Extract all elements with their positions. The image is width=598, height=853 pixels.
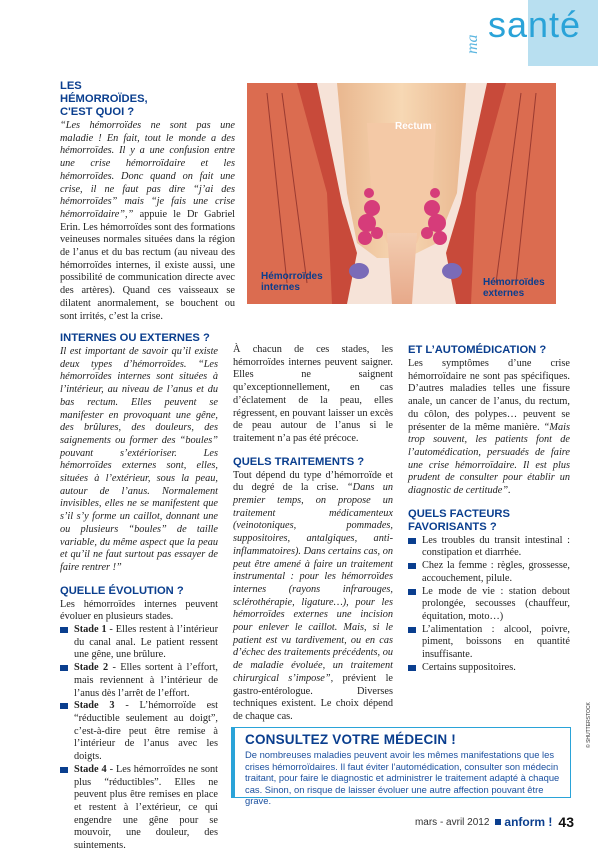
bullet-icon: [408, 627, 416, 633]
magazine-brand: anform !: [504, 815, 553, 829]
bullet-icon: [60, 665, 68, 671]
intro-quote: “Les hémorroïdes ne sont pas une maladie ! En fait, tout le monde a des hémorroïdes. Il y a une confusion entre une crise hémorroïdaire et les hémorroïdes. Donc quand on fait une crise, il ne faut pas dire “j’ai des hémorroïdes” mais “je fais une crise hémorroïdaire”,”: [60, 120, 235, 220]
factor-item: [408, 662, 570, 675]
stage-label: Stade 4: [74, 763, 107, 775]
internes-body: Il est important de savoir qu’il existe deux types d’hémorroïdes. “Les hémorroïdes internes sont situées à l’intérieur, au niveau de l’anus et du bas rectum. Elles peuvent se manifester en provoquant une gêne, des brûlures, des douleurs, des saignements ou former des “boules” pouvant s’extérioriser. Les hémorroïdes externes sont, elles, situées à l’extérieur, sous la peau, autour de l’anus. Normalement invisibles, elles ne se manifestent que s’il s’y forme un caillot, donnant une ou plusieurs “boules” de taille variable, du même aspect que la peau et qu’il ne faut surtout pas essayer de faire rentrer !”: [60, 346, 218, 573]
section-title-internes: INTERNES OU EXTERNES ?: [60, 332, 210, 344]
factor-text: Certains suppositoires.: [422, 661, 516, 673]
stages-paragraph: À chacun de ces stades, les hémorroïdes internes peuvent saigner. Elles ne saignent qu’exceptionnellement, en cas d’éclatement de la peau, elles régressent, en pouvant laisser un excès de peau autour de l’anus si le traitement n’a pas été précoce.: [233, 344, 393, 444]
factor-text: Chez la femme : règles, grossesse, accouchement, pilule.: [422, 560, 570, 584]
section-title-traitements: QUELS TRAITEMENTS ?: [233, 455, 365, 468]
factor-text: Le mode de vie : station debout prolongée, secousses (chauffeur, équitation, moto…): [422, 585, 570, 622]
factor-item: [408, 560, 570, 585]
section-header: [458, 0, 598, 66]
label-rectum: Rectum: [395, 121, 432, 132]
section-title-evolution: QUELLE ÉVOLUTION ?: [60, 584, 184, 597]
factor-text: L’alimentation : alcool, poivre, piment, boissons en quantité insuffisante.: [422, 623, 570, 661]
section-title-facteurs: QUELS FACTEURS FAVORISANTS ?: [408, 507, 510, 533]
consult-body: De nombreuses maladies peuvent avoir les mêmes manifestations que les crises hémorroïdaires. Il faut éviter l’automédication, consulter son médecin traitant, pour faire le diagnostic et administrer le traitement adapté à chaque cas. Sinon, on risque de laisser évoluer une autre affection pouvant être grave.: [245, 749, 560, 806]
factor-text: Les troubles du transit intestinal : constipation et diarrhée.: [422, 534, 570, 559]
page-number: 43: [558, 814, 574, 830]
page-footer: [415, 814, 574, 830]
bullet-icon: [408, 563, 416, 569]
stage-item: [60, 700, 218, 764]
traitements-body1: Tout dépend du type d’hémorroïde et du degré de la crise.: [233, 469, 393, 494]
photo-credit: © SHUTTERSTOCK: [586, 702, 592, 748]
stage-text: - Elles restent à l’intérieur du canal anal. Le patient ressent une gêne, une brûlure.: [74, 624, 218, 661]
bullet-icon: [60, 767, 68, 773]
factor-item: [408, 624, 570, 662]
automedication-quote: “Mais trop souvent, les patients font de l’automédication, persuadés de faire une crise hémorroïdaire. Il est plus prudent de consulter pour établir un diagnostic de certitude”.: [408, 421, 570, 497]
evolution-intro: Les hémorroïdes internes peuvent évoluer en plusieurs stades.: [60, 598, 218, 623]
factor-item: [408, 535, 570, 560]
column-1: [60, 332, 218, 853]
intro-paragraph: [60, 120, 235, 323]
header-ma: ma: [464, 34, 481, 54]
bullet-icon: [60, 703, 68, 709]
automedication-body: Les symptômes d’une crise hémorroïdaire ne sont pas spécifiques. D’autres maladies telles une fissure anale, un cancer de l’anus, du rectum, du côlon, des polypes… peuvent se présenter de la même manière.: [408, 358, 570, 433]
label-internes: Hémorroïdes internes: [261, 271, 323, 293]
stage-item: [60, 764, 218, 853]
stage-text: - Les hémorroïdes ne sont plus “réductibles”. Elles ne peuvent plus être remises en place et restent à l’extérieur, ce qui engendre une gêne pour se mouvoir, une douleur, des suintements.: [74, 763, 218, 852]
column-2: [233, 344, 393, 724]
bullet-icon: [408, 538, 416, 544]
footer-square-icon: [495, 819, 501, 825]
stage-label: Stade 3: [74, 700, 115, 712]
header-sante: santé: [488, 4, 582, 45]
column-3: [408, 344, 570, 674]
bullet-icon: [408, 665, 416, 671]
traitements-quote: “Dans un premier temps, on propose un traitement médicamenteux (veinotoniques, pommades, suppositoires, antalgiques, anti-inflammatoires). Dans certains cas, on peut être amené à faire un traitement instrumental : pour les hémorroïdes internes (rayons infrarouges, sclérothérapie, ligature…), pour les hémorroïdes externes une incision pour enlever le caillot. Mais, si le patient est vu tardivement, ou en cas d’échec des traitements précédents, ou de maladie évoluée, un traitement chirurgical s’impose”,: [233, 482, 394, 684]
consult-title: CONSULTEZ VOTRE MÉDECIN !: [245, 732, 457, 747]
intro-column: [60, 80, 235, 323]
stage-label: Stade 2: [74, 662, 109, 674]
consult-box: [231, 727, 571, 806]
factor-item: [408, 586, 570, 624]
stage-item: [60, 624, 218, 662]
automedication-paragraph: [408, 358, 570, 498]
traitements-body2: prévient le gastro-entérologue. Diverses techniques existent. Le choix dépend de chaque cas.: [233, 672, 394, 722]
factors-list: [408, 535, 570, 675]
bullet-icon: [60, 627, 68, 633]
section-title-automedication: ET L’AUTOMÉDICATION ?: [408, 344, 547, 356]
issue-date: mars - avril 2012: [414, 816, 490, 828]
traitements-paragraph: [233, 470, 393, 724]
label-externes: Hémorroïdes externes: [483, 277, 545, 299]
bullet-icon: [408, 589, 416, 595]
stage-text: - Elles sortent à l’effort, mais reviennent à l’intérieur de l’anus dès l’arrêt de l’effort.: [74, 662, 219, 699]
section-title-hemorroides: LES HÉMORROÏDES, C'EST QUOI ?: [60, 80, 148, 118]
anatomy-illustration: [247, 83, 556, 304]
stage-text: - L’hémorroïde est “réductible seulement au doigt”, c’est-à-dire peut être remise à l’intérieur de l’anus avec les doigts.: [74, 700, 219, 763]
stage-item: [60, 662, 218, 700]
intro-body: appuie le Dr Gabriel Erin. Les hémorroïdes sont des formations veineuses normales situées dans la région de l’anus et du bas rectum (au niveau des hémorroïdes internes, il existe aussi, une possibilité de communication directe avec des artères). Quand ces vaisseaux se dilatent anormalement, se bouchent ou sont irrités, c’est la crise.: [60, 208, 236, 322]
stage-label: Stade 1: [74, 624, 107, 636]
